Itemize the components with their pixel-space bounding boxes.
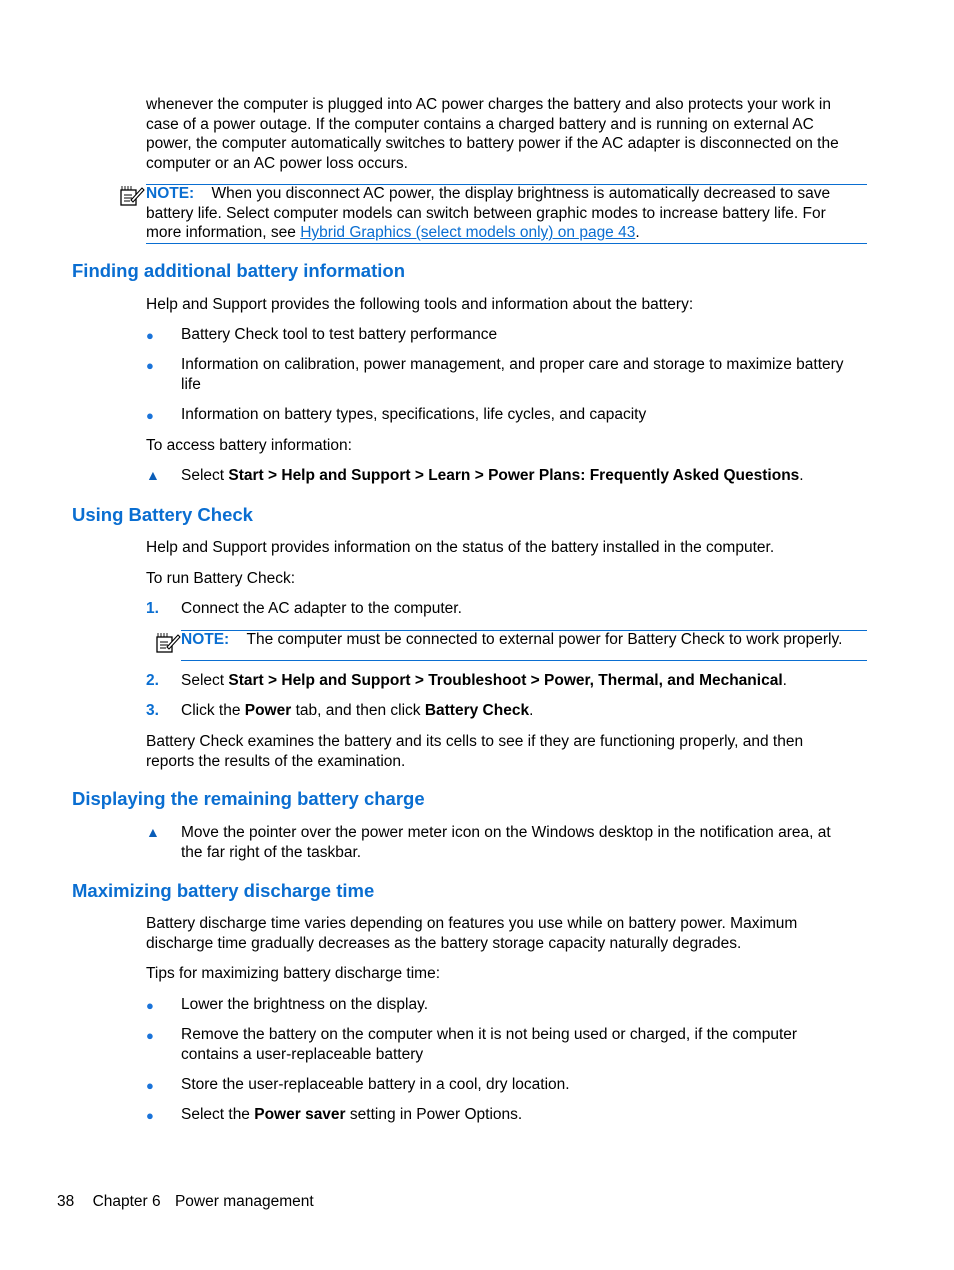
page-number: 38: [57, 1193, 75, 1210]
list-item: Information on battery types, specifications, life cycles, and capacity: [181, 406, 647, 423]
step-path: Start > Help and Support > Learn > Power Plans: Frequently Asked Questions: [228, 467, 800, 484]
bullet-icon: ●: [146, 1108, 154, 1123]
paragraph: [146, 914, 868, 953]
note-text: When you disconnect AC power, the display brightness is automatically decreased to save: [211, 185, 831, 202]
step-text: Select: [181, 467, 229, 484]
page-footer: [57, 1192, 314, 1212]
chapter-title: Power management: [174, 1193, 314, 1210]
bullet-icon: ●: [146, 1078, 154, 1093]
intro-line: power, the computer automatically switches to battery power if the AC adapter is disconnected on the: [146, 135, 839, 152]
paragraph: To access battery information:: [146, 437, 352, 454]
list-item-bold: Power saver: [254, 1106, 346, 1123]
step-number: 2.: [146, 672, 159, 689]
paragraph-line: Battery discharge time varies depending on features you use while on battery power. Maximum: [146, 915, 798, 932]
note-text: .: [635, 224, 640, 241]
note-text: The computer must be connected to external power for Battery Check to work properly.: [246, 631, 843, 648]
chapter-label: Chapter 6: [92, 1193, 161, 1210]
step-text: Click the: [181, 702, 245, 719]
section-heading: Using Battery Check: [72, 504, 253, 525]
list-item: Battery Check tool to test battery performance: [181, 326, 498, 343]
note-text: more information, see: [146, 224, 301, 241]
list-item-line: Remove the battery on the computer when it is not being used or charged, if the computer: [181, 1026, 798, 1043]
section-heading: Maximizing battery discharge time: [72, 880, 375, 901]
bullet-icon: ●: [146, 1028, 154, 1043]
note-icon: [119, 185, 145, 207]
step-item: [181, 466, 871, 486]
step-text: .: [782, 672, 787, 689]
step-item: [181, 701, 871, 721]
paragraph: Help and Support provides information on the status of the battery installed in the computer.: [146, 539, 775, 556]
intro-line: computer or an AC power loss occurs.: [146, 154, 408, 172]
list-item-text: Select the: [181, 1106, 255, 1123]
step-item: [181, 823, 871, 862]
intro-paragraph: [146, 95, 868, 173]
paragraph: Tips for maximizing battery discharge time:: [146, 965, 441, 982]
list-item: [181, 355, 871, 394]
bullet-icon: ●: [146, 328, 154, 343]
step-item: [181, 671, 871, 691]
step-number: 1.: [146, 600, 159, 617]
bullet-icon: ●: [146, 358, 154, 373]
step-triangle-icon: ▲: [146, 467, 160, 483]
step-line: the far right of the taskbar.: [181, 843, 362, 861]
intro-line: case of a power outage. If the computer contains a charged battery and is running on external AC: [146, 115, 814, 133]
list-item-line: contains a user-replaceable battery: [181, 1045, 424, 1063]
paragraph-line: Battery Check examines the battery and its cells to see if they are functioning properly, and then: [146, 733, 804, 750]
hybrid-graphics-link[interactable]: Hybrid Graphics (select models only) on page 43: [300, 224, 636, 241]
note-box: [181, 630, 871, 650]
step-line: Move the pointer over the power meter icon on the Windows desktop in the notification area, at: [181, 824, 831, 841]
step-triangle-icon: ▲: [146, 824, 160, 840]
step-item: Connect the AC adapter to the computer.: [181, 600, 462, 617]
list-item-line: Information on calibration, power management, and proper care and storage to maximize battery: [181, 356, 844, 373]
step-number: 3.: [146, 702, 159, 719]
note-icon: [155, 632, 181, 654]
step-text: Select: [181, 672, 229, 689]
step-bold: Power: [244, 702, 292, 719]
step-bold: Battery Check: [424, 702, 530, 719]
list-item-line: life: [181, 375, 201, 393]
note-text: battery life. Select computer models can switch between graphic modes to increase battery life. For: [146, 204, 826, 222]
note-bottom-rule: [181, 660, 867, 661]
paragraph: To run Battery Check:: [146, 570, 296, 587]
note-box: [146, 184, 867, 243]
bullet-icon: ●: [146, 408, 154, 423]
section-heading: Finding additional battery information: [72, 260, 405, 281]
list-item: Lower the brightness on the display.: [181, 996, 429, 1013]
step-path: Start > Help and Support > Troubleshoot > Power, Thermal, and Mechanical: [228, 672, 783, 689]
list-item: Store the user-replaceable battery in a cool, dry location.: [181, 1076, 570, 1093]
list-item: [181, 1105, 871, 1125]
paragraph: [146, 732, 868, 771]
list-item: [181, 1025, 871, 1064]
paragraph: Help and Support provides the following tools and information about the battery:: [146, 296, 694, 313]
paragraph-line: discharge time gradually decreases as the battery storage capacity naturally degrades.: [146, 934, 742, 952]
step-text: .: [799, 467, 804, 484]
paragraph-line: reports the results of the examination.: [146, 752, 406, 770]
note-label: NOTE:: [146, 185, 195, 202]
note-label: NOTE:: [181, 631, 230, 648]
step-text: tab, and then click: [291, 702, 425, 719]
list-item-text: setting in Power Options.: [345, 1106, 523, 1123]
intro-line: whenever the computer is plugged into AC power charges the battery and also protects your work in: [146, 96, 831, 113]
section-heading: Displaying the remaining battery charge: [72, 788, 425, 809]
note-bottom-rule: [146, 243, 867, 244]
step-text: .: [529, 702, 534, 719]
bullet-icon: ●: [146, 998, 154, 1013]
